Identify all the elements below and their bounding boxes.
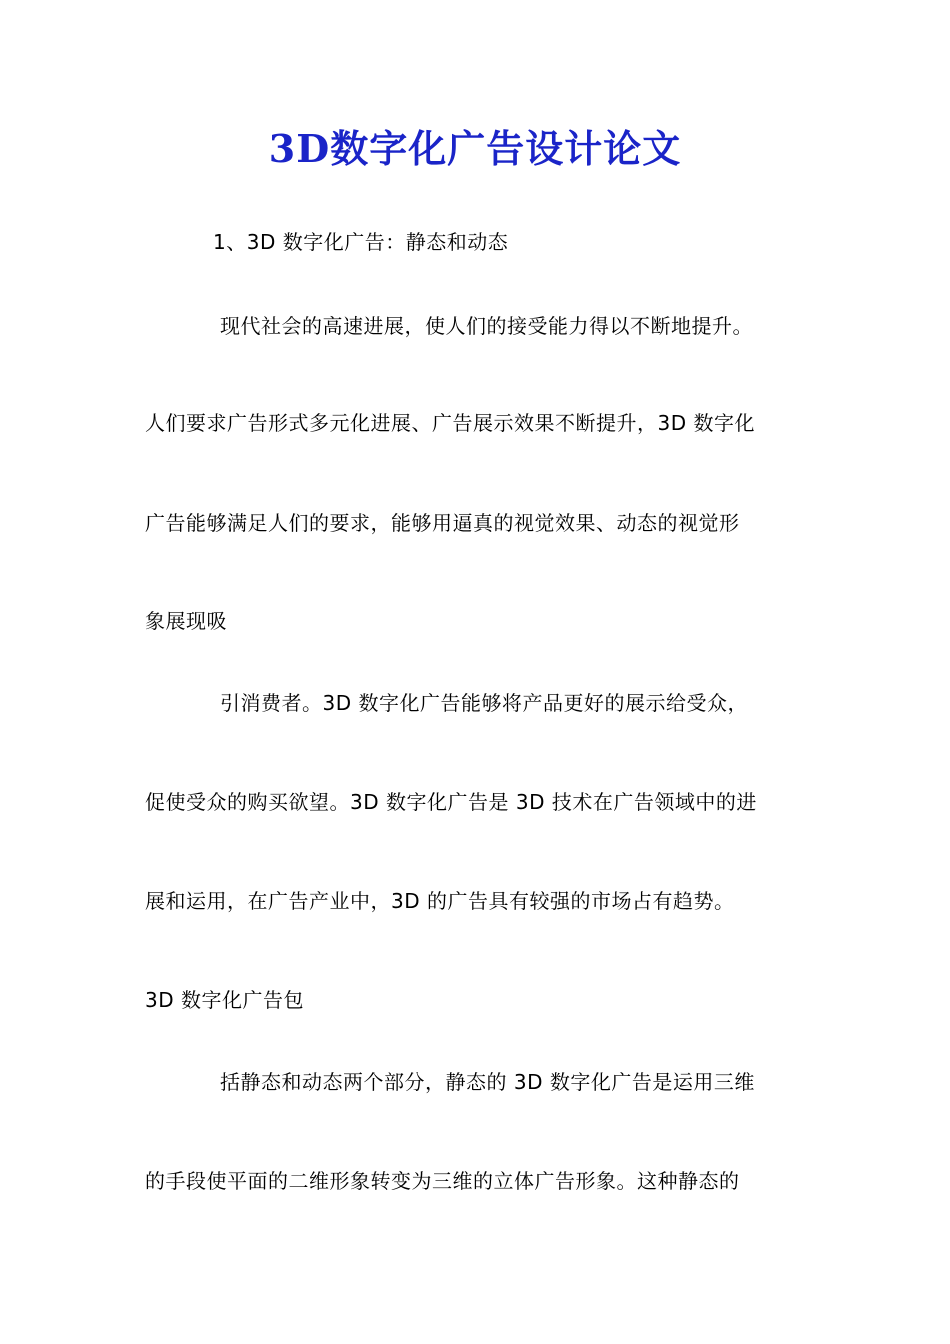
paragraph-line: 促使受众的购买欲望。3D 数字化广告是 3D 技术在广告领域中的进: [145, 790, 757, 814]
section-heading: 1、3D 数字化广告：静态和动态: [213, 230, 509, 254]
paragraph-line: 广告能够满足人们的要求，能够用逼真的视觉效果、动态的视觉形: [145, 511, 740, 535]
paragraph-line: 引消费者。3D 数字化广告能够将产品更好的展示给受众，: [220, 691, 748, 715]
document-title: 3D数字化广告设计论文: [268, 126, 682, 171]
paragraph-line: 现代社会的高速进展，使人们的接受能力得以不断地提升。: [220, 314, 753, 338]
paragraph-line: 人们要求广告形式多元化进展、广告展示效果不断提升，3D 数字化: [145, 411, 755, 435]
paragraph-line: 3D 数字化广告包: [145, 988, 304, 1012]
paragraph-line: 展和运用，在广告产业中，3D 的广告具有较强的市场占有趋势。: [145, 889, 735, 913]
paragraph-line: 括静态和动态两个部分，静态的 3D 数字化广告是运用三维: [220, 1070, 755, 1094]
paragraph-line: 的手段使平面的二维形象转变为三维的立体广告形象。这种静态的: [145, 1169, 740, 1193]
paragraph-line: 象展现吸: [145, 609, 227, 633]
